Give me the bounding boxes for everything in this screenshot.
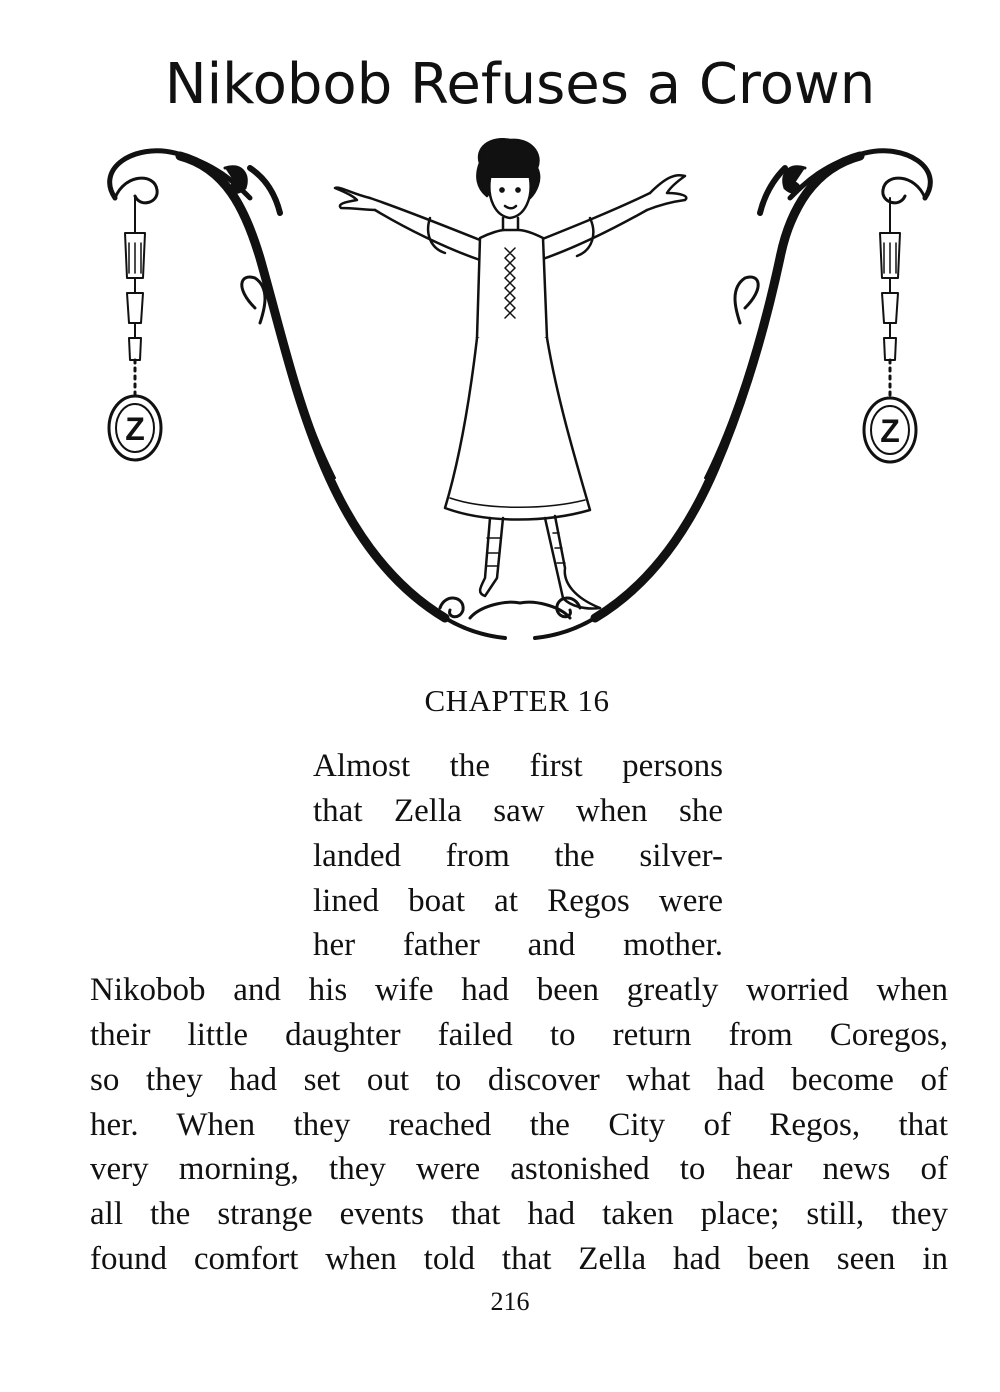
left-pendant-letter: Z [125,411,145,447]
page-number: 216 [490,1287,530,1316]
body-line: her father and mother. [313,927,723,963]
letter-w-left-scroll [110,151,505,638]
letter-w-right-scroll [535,151,930,638]
right-pendant-letter: Z [880,413,900,449]
page-title: Nikobob Refuses a Crown [164,52,876,117]
chapter-heading: CHAPTER 16 [424,683,610,718]
body-line: Nikobob and his wife had been greatly worried when [90,972,948,1008]
body-line: found comfort when told that Zella had been seen in [90,1241,948,1277]
body-line: all the strange events that had taken place; still, they [90,1196,948,1232]
body-line: lined boat at Regos were [313,883,723,919]
body-line: her. When they reached the City of Regos, that [90,1107,948,1143]
chapter-illustration [85,138,955,658]
letter-w-center [470,602,570,618]
girl-figure [335,139,686,608]
body-line: Almost the first persons [313,748,723,784]
body-line: so they had set out to discover what had become of [90,1062,948,1098]
body-line: landed from the silver- [313,838,723,874]
body-line: their little daughter failed to return from Coregos, [90,1017,948,1053]
body-line: that Zella saw when she [313,793,723,829]
body-line: very morning, they were astonished to hear news of [90,1151,948,1187]
